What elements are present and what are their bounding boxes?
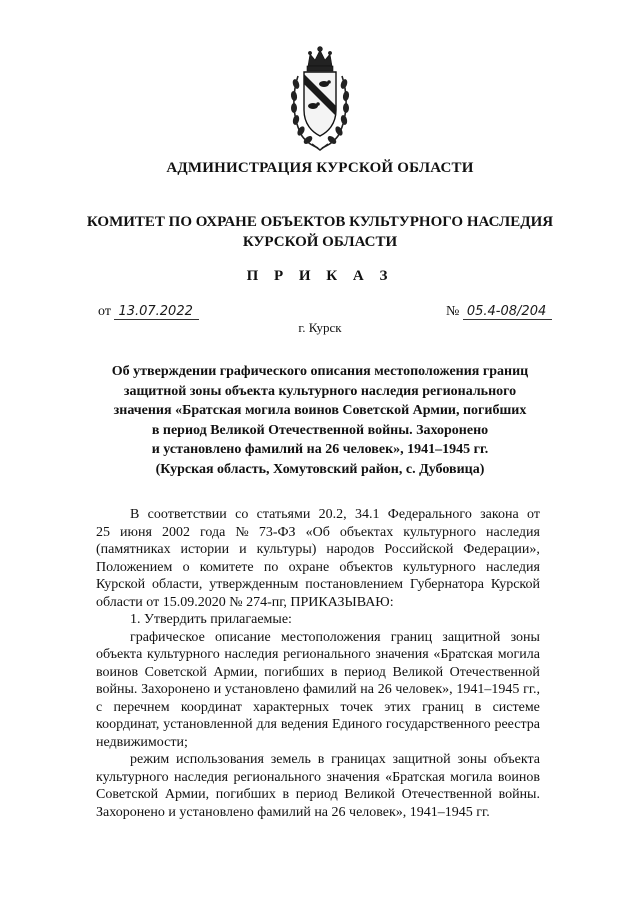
title-line: значения «Братская могила воинов Советской Армии, погибших bbox=[113, 403, 527, 418]
body-word: объекта bbox=[493, 752, 540, 767]
body-word: «Об bbox=[305, 524, 330, 540]
body-word: соответствии bbox=[147, 507, 227, 522]
body-word: 20.2, bbox=[318, 507, 347, 522]
body-word: значения bbox=[375, 647, 429, 662]
body-word: Армии, bbox=[164, 787, 210, 802]
body-word: утвержденным bbox=[209, 577, 299, 592]
body-word: (памятниках bbox=[96, 542, 171, 557]
body-word: характерных bbox=[253, 699, 330, 715]
title-line: Об утверждении графического описания местоположения границ bbox=[111, 364, 529, 379]
body-word: на bbox=[360, 682, 374, 697]
body-word: Советской bbox=[144, 664, 207, 680]
number-prefix: № bbox=[446, 304, 460, 319]
order-date bbox=[98, 304, 199, 320]
body-word: Армии, bbox=[213, 664, 258, 680]
body-word: объекта bbox=[96, 647, 143, 662]
body-word: культурного bbox=[403, 559, 476, 575]
body-word: статьями bbox=[256, 507, 311, 522]
body-word: зоны bbox=[457, 752, 487, 767]
body-word: фамилий bbox=[302, 682, 357, 697]
body-word: в bbox=[282, 787, 290, 802]
body-line bbox=[96, 769, 540, 787]
body-word: в bbox=[474, 699, 482, 715]
body-word: системе bbox=[492, 699, 540, 715]
body-word: Советской bbox=[96, 787, 159, 802]
body-word: 34.1 bbox=[354, 507, 380, 522]
body-word: наследия bbox=[174, 769, 229, 785]
body-word: этих bbox=[384, 699, 411, 715]
body-word: Отечественной bbox=[449, 664, 540, 680]
body-line bbox=[96, 506, 540, 524]
body-word: гг., bbox=[523, 682, 540, 697]
body-word: координат, bbox=[96, 717, 160, 732]
body-word: постановлением bbox=[305, 577, 404, 592]
body-word: войны. bbox=[498, 787, 540, 802]
body-word: комитете bbox=[199, 559, 254, 575]
body-word: описание bbox=[214, 629, 271, 645]
number-handwritten: 05.4-08/204 bbox=[463, 305, 552, 320]
body-word: Федерального bbox=[387, 507, 472, 522]
body-word: Курской bbox=[490, 577, 540, 592]
body-word: регионального bbox=[233, 769, 321, 785]
body-word: 1941–1945 bbox=[456, 682, 520, 697]
body-word: 2002 bbox=[161, 524, 190, 540]
body-word: Великой bbox=[392, 664, 444, 680]
order-body-text bbox=[96, 506, 540, 821]
body-word: земель bbox=[270, 752, 311, 767]
body-word: культуры) bbox=[256, 542, 317, 557]
body-word: Курской bbox=[96, 577, 146, 592]
body-word: народов bbox=[326, 542, 375, 557]
body-word: использования bbox=[176, 752, 264, 767]
body-word: границ bbox=[422, 699, 464, 715]
body-word: наследия bbox=[485, 559, 540, 575]
body-word: могила bbox=[497, 647, 540, 662]
body-line bbox=[96, 559, 540, 577]
body-word: 26 bbox=[377, 682, 392, 697]
body-line bbox=[96, 786, 540, 804]
body-word: для bbox=[256, 717, 277, 732]
body-word: Захоронено bbox=[141, 682, 211, 697]
body-word: истории bbox=[180, 542, 230, 557]
body-word: наследия bbox=[224, 647, 279, 662]
body-word: погибших bbox=[264, 664, 325, 680]
body-line: Захоронено и установлено фамилий на 26 человек», 1941–1945 гг. bbox=[96, 804, 490, 820]
body-word: № bbox=[235, 524, 249, 540]
body-line bbox=[96, 629, 540, 647]
body-word: о bbox=[182, 559, 190, 575]
body-word: и bbox=[239, 542, 247, 557]
body-word: июня bbox=[120, 524, 152, 540]
body-line: 1. Утвердить прилагаемые: bbox=[130, 612, 292, 627]
date-prefix: от bbox=[98, 304, 111, 319]
committee-heading bbox=[0, 212, 640, 252]
title-line: (Курская область, Хомутовский район, с. Дубовица) bbox=[155, 461, 485, 477]
body-word: по bbox=[263, 559, 279, 575]
body-line bbox=[96, 646, 540, 664]
body-word: границ bbox=[390, 629, 433, 645]
body-word: могила bbox=[450, 769, 493, 785]
body-word: Федерации», bbox=[463, 542, 540, 557]
body-word: в bbox=[317, 752, 325, 767]
body-word: местоположения bbox=[280, 629, 381, 645]
body-line bbox=[96, 699, 540, 717]
body-word: защитной bbox=[392, 752, 451, 767]
body-word: значения bbox=[326, 769, 380, 785]
body-line bbox=[96, 751, 540, 769]
body-word: государственного bbox=[385, 717, 491, 732]
body-word: закона bbox=[480, 507, 519, 522]
body-word: области, bbox=[152, 577, 203, 592]
body-word: графическое bbox=[130, 629, 205, 645]
body-word: 73-ФЗ bbox=[258, 524, 296, 540]
body-word: период bbox=[344, 664, 386, 680]
body-word: 25 bbox=[96, 524, 110, 540]
body-word: Губернатора bbox=[409, 577, 484, 592]
body-word: года bbox=[200, 524, 226, 540]
administration-heading: АДМИНИСТРАЦИЯ КУРСКОЙ ОБЛАСТИ bbox=[166, 160, 474, 176]
body-word: с bbox=[96, 699, 103, 715]
order-subject-title bbox=[0, 362, 640, 479]
body-word: Положением bbox=[96, 559, 173, 575]
body-word: и bbox=[213, 682, 222, 697]
order-title: П Р И К А З bbox=[246, 268, 394, 284]
title-line: и установлено фамилий на 26 человек», 1941–1945 гг. bbox=[151, 442, 489, 457]
city-label: г. Курск bbox=[298, 320, 342, 335]
body-word: Единого bbox=[332, 717, 383, 732]
body-word: от bbox=[527, 507, 540, 522]
body-word: реестра bbox=[494, 717, 540, 732]
body-line bbox=[96, 716, 540, 734]
body-word: объектах bbox=[339, 524, 394, 540]
body-word: войны. bbox=[96, 682, 138, 697]
body-word: регионального bbox=[283, 647, 371, 662]
body-word: культурного bbox=[96, 769, 169, 785]
body-word: точек bbox=[340, 699, 373, 715]
body-word: ведения bbox=[280, 717, 329, 732]
body-word: воинов bbox=[96, 664, 139, 680]
body-word: зоны bbox=[510, 629, 540, 645]
body-line: недвижимости; bbox=[96, 734, 188, 750]
body-line bbox=[96, 541, 540, 559]
body-word: воинов bbox=[497, 769, 540, 785]
body-word: период bbox=[295, 787, 338, 802]
coat-of-arms-emblem bbox=[288, 44, 352, 152]
body-word: культурного bbox=[403, 524, 476, 540]
body-word: Российской bbox=[384, 542, 454, 557]
date-handwritten: 13.07.2022 bbox=[114, 305, 198, 320]
body-word: режим bbox=[130, 752, 170, 767]
body-word: установленной bbox=[163, 717, 253, 732]
body-word: перечнем bbox=[113, 699, 170, 715]
order-number bbox=[446, 304, 552, 320]
body-word: «Братская bbox=[385, 769, 445, 785]
committee-heading-line: КОМИТЕТ ПО ОХРАНЕ ОБЪЕКТОВ КУЛЬТУРНОГО НАСЛЕДИЯ bbox=[86, 214, 554, 230]
body-word: «Братская bbox=[433, 647, 493, 662]
body-word: человек», bbox=[395, 682, 453, 697]
body-word: охране bbox=[288, 559, 330, 575]
body-word: со bbox=[235, 507, 249, 522]
body-word: Отечественной bbox=[401, 787, 492, 802]
body-word: в bbox=[330, 664, 338, 680]
body-word: защитной bbox=[442, 629, 501, 645]
committee-heading-line: КУРСКОЙ ОБЛАСТИ bbox=[242, 234, 398, 250]
body-word: наследия bbox=[486, 524, 540, 540]
body-line bbox=[96, 681, 540, 699]
body-word: границах bbox=[331, 752, 386, 767]
body-word: установлено bbox=[224, 682, 300, 697]
body-line bbox=[96, 576, 540, 594]
body-line bbox=[96, 664, 540, 682]
body-word: Великой bbox=[344, 787, 395, 802]
body-word: культурного bbox=[147, 647, 220, 662]
body-word: координат bbox=[180, 699, 242, 715]
body-word: объектов bbox=[339, 559, 393, 575]
body-line bbox=[96, 524, 540, 542]
body-word: погибших bbox=[215, 787, 276, 802]
body-word: В bbox=[130, 507, 140, 522]
title-line: в период Великой Отечественной войны. Захоронено bbox=[151, 422, 489, 438]
title-line: защитной зоны объекта культурного наследия регионального bbox=[123, 383, 517, 399]
body-line: области от 15.09.2020 № 274-пг, ПРИКАЗЫВАЮ: bbox=[96, 594, 394, 610]
